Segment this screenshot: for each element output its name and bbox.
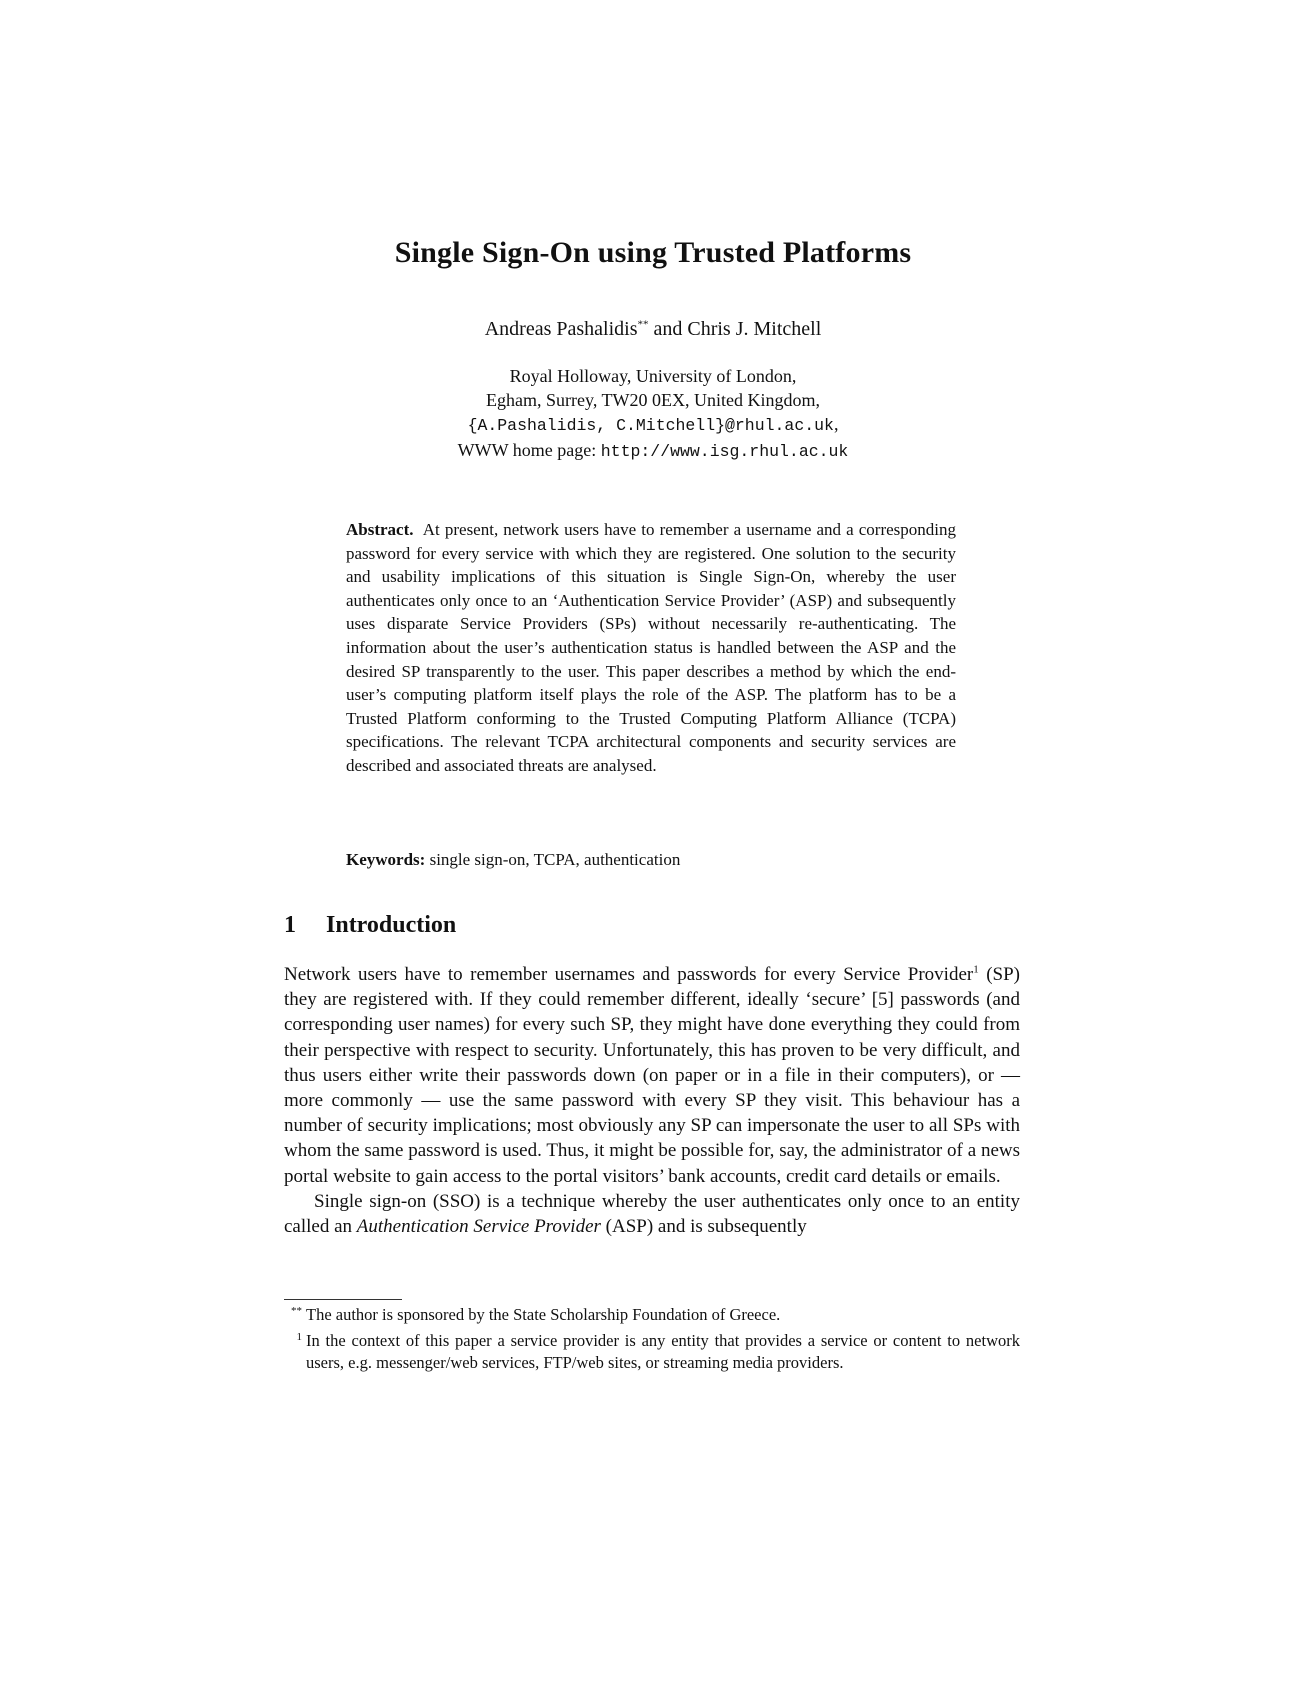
homepage-url: http://www.isg.rhul.ac.uk [600,442,849,461]
paragraph-text: (SP) they are registered with. If they could remember different, ideally ‘secure’ [5] passwords (and corresponding user names) for every such SP, they might have done everything they could from their perspective with respect to security. Unfortunately, this has proven to be very difficult, and thus users either write their passwords down (on paper or in a file in their computers), or — more commonly — use the same password with every SP they visit. This behaviour has a number of security implications; most obviously any SP can impersonate the user to all SPs with whom the same password is used. Thus, it might be possible for, say, the administrator of a news portal website to gain access to the portal visitors’ bank accounts, credit card details or emails. [284,964,1020,1187]
keywords-text: single sign-on, TCPA, authentication [429,850,681,869]
emphasis-text: Authentication Service Provider [356,1216,601,1238]
paragraph-text: Network users have to remember usernames and passwords for every Service Provider [284,964,974,985]
body-text [284,962,1020,1239]
abstract-label: Abstract. [346,520,414,539]
keywords-label: Keywords: [346,850,426,869]
affiliation-line: Egham, Surrey, TW20 0EX, United Kingdom, [486,390,820,410]
email-suffix: , [833,414,839,434]
affiliation-block [0,364,1306,464]
footnote-rule [284,1299,402,1300]
paragraph-text: (ASP) and is subsequently [600,1216,807,1238]
abstract-text: At present, network users have to remember a username and a corresponding password for every service with which they are registered. One solution to the security and usability implications of this situation is Single Sign-On, whereby the user authenticates only once to an ‘Authentication Service Provider’ (ASP) and subsequently uses disparate Service Providers (SPs) without necessarily re-authenticating. The information about the user’s authentication status is handled between the ASP and the desired SP transparently to the user. This paper describes a method by which the end-user’s computing platform itself plays the role of the ASP. The platform has to be a Trusted Platform conforming to the Trusted Computing Platform Alliance (TCPA) specifications. The relevant TCPA architectural components and security services are described and associated threats are analysed. [346,520,956,775]
author-emails [0,412,1306,438]
author-line [0,318,1306,341]
keywords [346,850,956,870]
paragraph-text: Single sign-on (SSO) is a technique whereby the user authenticates only once to an entity called an [284,1190,1020,1238]
footnote-text: The author is sponsored by the State Scholarship Foundation of Greece. [306,1305,781,1324]
affiliation-line: Royal Holloway, University of London, [509,366,797,386]
footnote-mark: 1 [296,1331,302,1343]
author-connector: and [648,318,688,340]
footnote [284,1304,1020,1326]
author-footnote-mark: ** [637,318,649,331]
abstract [346,518,956,778]
footnotes [284,1304,1020,1378]
section-heading [284,912,456,939]
homepage-label: WWW home page: [457,440,601,460]
homepage-line [0,438,1306,464]
footnote-mark: ** [291,1305,302,1317]
section-title: Introduction [326,912,457,938]
footnote-text: In the context of this paper a service provider is any entity that provides a service or content to network users, e.g. messenger/web services, FTP/web sites, or streaming media providers. [306,1331,1020,1372]
author-name: Chris J. Mitchell [687,318,822,340]
footnote [284,1330,1020,1374]
author-name: Andreas Pashalidis [484,318,638,340]
section-number: 1 [284,912,296,938]
paper-title: Single Sign-On using Trusted Platforms [394,236,912,269]
email-addresses: {A.Pashalidis, C.Mitchell}@rhul.ac.uk [467,416,834,435]
footnote-ref: 1 [973,963,979,976]
paragraph [284,962,1020,1189]
paragraph [284,1189,1020,1239]
